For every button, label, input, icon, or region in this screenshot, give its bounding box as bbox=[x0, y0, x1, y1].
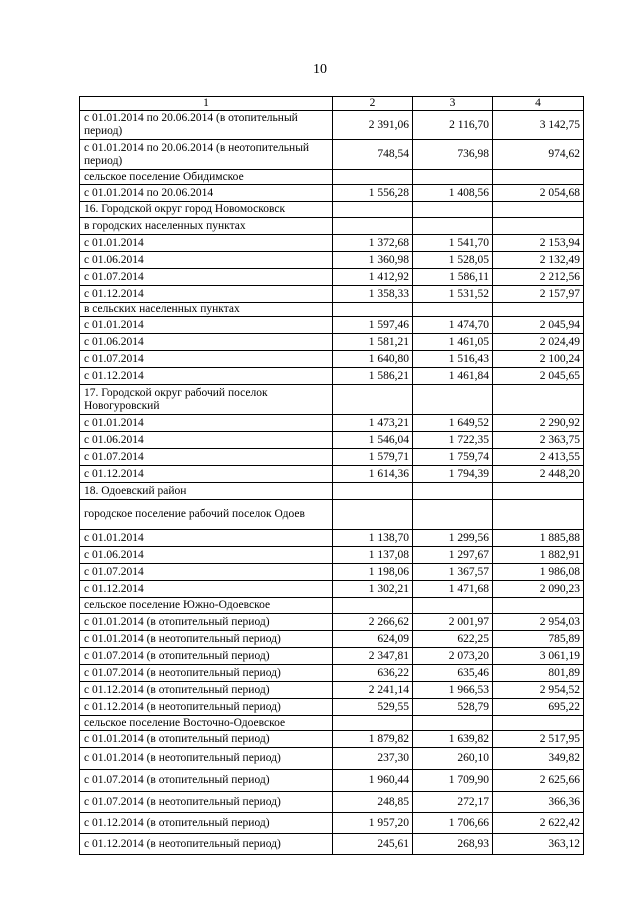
table-row bbox=[80, 334, 584, 351]
value-cell: 2 001,97 bbox=[413, 614, 493, 631]
table-row bbox=[80, 631, 584, 648]
row-label: с 01.01.2014 по 20.06.2014 (в отопительный период) bbox=[80, 111, 333, 140]
table-row bbox=[80, 202, 584, 218]
value-cell: 529,55 bbox=[333, 699, 413, 716]
value-cell: 1 581,21 bbox=[333, 334, 413, 351]
value-cell: 3 061,19 bbox=[493, 648, 584, 665]
table-row bbox=[80, 614, 584, 631]
table-row bbox=[80, 770, 584, 792]
value-cell: 2 153,94 bbox=[493, 235, 584, 252]
value-cell: 2 241,14 bbox=[333, 682, 413, 699]
table-row bbox=[80, 252, 584, 269]
row-label: сельское поселение Южно-Одоевское bbox=[80, 598, 333, 614]
value-cell bbox=[413, 170, 493, 185]
value-cell bbox=[333, 716, 413, 731]
table-row bbox=[80, 111, 584, 140]
value-cell: 1 885,88 bbox=[493, 530, 584, 547]
value-cell: 1 372,68 bbox=[333, 235, 413, 252]
row-label: 17. Городской округ рабочий поселок Новогуровский bbox=[80, 385, 333, 415]
table-row bbox=[80, 581, 584, 598]
value-cell: 1 709,90 bbox=[413, 770, 493, 792]
row-label: с 01.12.2014 bbox=[80, 368, 333, 385]
value-cell: 1 198,06 bbox=[333, 564, 413, 581]
value-cell: 363,12 bbox=[493, 834, 584, 855]
row-label: с 01.01.2014 bbox=[80, 235, 333, 252]
value-cell: 2 090,23 bbox=[493, 581, 584, 598]
value-cell: 1 879,82 bbox=[333, 731, 413, 748]
value-cell: 1 579,71 bbox=[333, 449, 413, 466]
table-row bbox=[80, 286, 584, 303]
table-row bbox=[80, 218, 584, 235]
table-row bbox=[80, 269, 584, 286]
row-label: с 01.01.2014 bbox=[80, 530, 333, 547]
table-row bbox=[80, 530, 584, 547]
value-cell: 2 157,97 bbox=[493, 286, 584, 303]
value-cell bbox=[493, 170, 584, 185]
value-cell: 1 461,84 bbox=[413, 368, 493, 385]
row-label: с 01.01.2014 (в неотопительный период) bbox=[80, 631, 333, 648]
value-cell: 695,22 bbox=[493, 699, 584, 716]
value-cell: 2 073,20 bbox=[413, 648, 493, 665]
value-cell: 1 474,70 bbox=[413, 317, 493, 334]
value-cell bbox=[413, 385, 493, 415]
value-cell: 622,25 bbox=[413, 631, 493, 648]
value-cell: 268,93 bbox=[413, 834, 493, 855]
value-cell: 349,82 bbox=[493, 748, 584, 770]
value-cell bbox=[333, 202, 413, 218]
value-cell: 3 142,75 bbox=[493, 111, 584, 140]
column-header: 1 bbox=[80, 97, 333, 111]
value-cell: 635,46 bbox=[413, 665, 493, 682]
table-row bbox=[80, 415, 584, 432]
table-row bbox=[80, 449, 584, 466]
row-label: с 01.06.2014 bbox=[80, 252, 333, 269]
table-row bbox=[80, 699, 584, 716]
table-row bbox=[80, 432, 584, 449]
table-row bbox=[80, 351, 584, 368]
value-cell: 1 639,82 bbox=[413, 731, 493, 748]
value-cell: 1 957,20 bbox=[333, 813, 413, 834]
row-label: с 01.12.2014 (в неотопительный период) bbox=[80, 699, 333, 716]
row-label: 18. Одоевский район bbox=[80, 483, 333, 500]
value-cell: 1 412,92 bbox=[333, 269, 413, 286]
row-label: с 01.12.2014 bbox=[80, 286, 333, 303]
value-cell bbox=[333, 170, 413, 185]
value-cell: 1 531,52 bbox=[413, 286, 493, 303]
table-header-row bbox=[80, 97, 584, 111]
value-cell: 237,30 bbox=[333, 748, 413, 770]
row-label: с 01.07.2014 (в неотопительный период) bbox=[80, 792, 333, 813]
row-label: с 01.12.2014 bbox=[80, 466, 333, 483]
table-row bbox=[80, 792, 584, 813]
value-cell bbox=[333, 218, 413, 235]
value-cell: 2 100,24 bbox=[493, 351, 584, 368]
row-label: с 01.07.2014 (в отопительный период) bbox=[80, 770, 333, 792]
row-label: с 01.01.2014 (в отопительный период) bbox=[80, 614, 333, 631]
value-cell: 1 408,56 bbox=[413, 185, 493, 202]
table-row bbox=[80, 185, 584, 202]
table-row bbox=[80, 483, 584, 500]
value-cell bbox=[413, 218, 493, 235]
value-cell: 1 966,53 bbox=[413, 682, 493, 699]
value-cell bbox=[493, 483, 584, 500]
row-label: с 01.07.2014 bbox=[80, 449, 333, 466]
value-cell: 2 116,70 bbox=[413, 111, 493, 140]
value-cell: 2 391,06 bbox=[333, 111, 413, 140]
value-cell: 1 986,08 bbox=[493, 564, 584, 581]
value-cell: 2 954,03 bbox=[493, 614, 584, 631]
row-label: с 01.01.2014 (в неотопительный период) bbox=[80, 748, 333, 770]
value-cell: 1 640,80 bbox=[333, 351, 413, 368]
row-label: с 01.12.2014 (в неотопительный период) bbox=[80, 834, 333, 855]
value-cell bbox=[493, 385, 584, 415]
value-cell: 636,22 bbox=[333, 665, 413, 682]
value-cell: 974,62 bbox=[493, 140, 584, 170]
value-cell bbox=[413, 483, 493, 500]
tariff-table bbox=[79, 96, 584, 855]
value-cell: 801,89 bbox=[493, 665, 584, 682]
value-cell: 272,17 bbox=[413, 792, 493, 813]
table-row bbox=[80, 170, 584, 185]
value-cell: 1 137,08 bbox=[333, 547, 413, 564]
value-cell: 1 794,39 bbox=[413, 466, 493, 483]
value-cell: 2 517,95 bbox=[493, 731, 584, 748]
table-body bbox=[80, 111, 584, 855]
value-cell: 2 448,20 bbox=[493, 466, 584, 483]
value-cell: 245,61 bbox=[333, 834, 413, 855]
value-cell bbox=[413, 500, 493, 530]
row-label: с 01.06.2014 bbox=[80, 334, 333, 351]
table-row bbox=[80, 716, 584, 731]
value-cell: 1 960,44 bbox=[333, 770, 413, 792]
table-row bbox=[80, 748, 584, 770]
row-label: с 01.01.2014 по 20.06.2014 bbox=[80, 185, 333, 202]
value-cell bbox=[333, 500, 413, 530]
value-cell: 1 586,21 bbox=[333, 368, 413, 385]
row-label: с 01.01.2014 (в отопительный период) bbox=[80, 731, 333, 748]
page-number: 10 bbox=[313, 62, 327, 77]
table-row bbox=[80, 813, 584, 834]
table-row bbox=[80, 834, 584, 855]
row-label: с 01.07.2014 bbox=[80, 564, 333, 581]
row-label: с 01.06.2014 bbox=[80, 432, 333, 449]
value-cell bbox=[493, 303, 584, 317]
value-cell: 1 614,36 bbox=[333, 466, 413, 483]
value-cell: 366,36 bbox=[493, 792, 584, 813]
value-cell bbox=[333, 385, 413, 415]
value-cell: 2 212,56 bbox=[493, 269, 584, 286]
table-row bbox=[80, 466, 584, 483]
value-cell: 2 622,42 bbox=[493, 813, 584, 834]
value-cell: 748,54 bbox=[333, 140, 413, 170]
value-cell bbox=[493, 202, 584, 218]
row-label: с 01.01.2014 bbox=[80, 415, 333, 432]
table-row bbox=[80, 140, 584, 170]
value-cell: 528,79 bbox=[413, 699, 493, 716]
column-header: 3 bbox=[413, 97, 493, 111]
value-cell: 1 473,21 bbox=[333, 415, 413, 432]
value-cell: 2 625,66 bbox=[493, 770, 584, 792]
table-row bbox=[80, 235, 584, 252]
value-cell: 1 367,57 bbox=[413, 564, 493, 581]
value-cell: 2 045,65 bbox=[493, 368, 584, 385]
row-label: с 01.07.2014 (в отопительный период) bbox=[80, 648, 333, 665]
value-cell: 1 586,11 bbox=[413, 269, 493, 286]
value-cell: 1 882,91 bbox=[493, 547, 584, 564]
value-cell: 2 045,94 bbox=[493, 317, 584, 334]
value-cell: 1 556,28 bbox=[333, 185, 413, 202]
value-cell: 260,10 bbox=[413, 748, 493, 770]
value-cell: 2 132,49 bbox=[493, 252, 584, 269]
value-cell: 1 706,66 bbox=[413, 813, 493, 834]
value-cell: 2 290,92 bbox=[493, 415, 584, 432]
value-cell: 2 413,55 bbox=[493, 449, 584, 466]
value-cell bbox=[333, 483, 413, 500]
row-label: сельское поселение Восточно-Одоевское bbox=[80, 716, 333, 731]
value-cell bbox=[493, 218, 584, 235]
value-cell bbox=[413, 202, 493, 218]
value-cell: 1 528,05 bbox=[413, 252, 493, 269]
value-cell: 2 363,75 bbox=[493, 432, 584, 449]
value-cell: 1 471,68 bbox=[413, 581, 493, 598]
value-cell bbox=[493, 500, 584, 530]
table-row bbox=[80, 598, 584, 614]
value-cell: 1 138,70 bbox=[333, 530, 413, 547]
table-row bbox=[80, 564, 584, 581]
value-cell: 1 597,46 bbox=[333, 317, 413, 334]
table-row bbox=[80, 648, 584, 665]
table-row bbox=[80, 665, 584, 682]
value-cell bbox=[413, 716, 493, 731]
row-label: с 01.07.2014 bbox=[80, 269, 333, 286]
row-label: с 01.12.2014 (в отопительный период) bbox=[80, 682, 333, 699]
value-cell: 1 299,56 bbox=[413, 530, 493, 547]
value-cell: 1 722,35 bbox=[413, 432, 493, 449]
value-cell: 1 649,52 bbox=[413, 415, 493, 432]
value-cell: 1 358,33 bbox=[333, 286, 413, 303]
value-cell: 2 954,52 bbox=[493, 682, 584, 699]
value-cell: 1 461,05 bbox=[413, 334, 493, 351]
value-cell bbox=[493, 716, 584, 731]
row-label: в сельских населенных пунктах bbox=[80, 303, 333, 317]
table-row bbox=[80, 682, 584, 699]
value-cell: 1 297,67 bbox=[413, 547, 493, 564]
row-label: с 01.12.2014 bbox=[80, 581, 333, 598]
row-label: городское поселение рабочий поселок Одоев bbox=[80, 500, 333, 530]
value-cell: 248,85 bbox=[333, 792, 413, 813]
value-cell bbox=[493, 598, 584, 614]
value-cell: 1 759,74 bbox=[413, 449, 493, 466]
table-row bbox=[80, 500, 584, 530]
table-row bbox=[80, 368, 584, 385]
row-label: сельское поселение Обидимское bbox=[80, 170, 333, 185]
row-label: с 01.06.2014 bbox=[80, 547, 333, 564]
table-row bbox=[80, 731, 584, 748]
value-cell bbox=[413, 598, 493, 614]
row-label: в городских населенных пунктах bbox=[80, 218, 333, 235]
column-header: 4 bbox=[493, 97, 584, 111]
value-cell: 2 347,81 bbox=[333, 648, 413, 665]
table-row bbox=[80, 547, 584, 564]
value-cell: 785,89 bbox=[493, 631, 584, 648]
table-row bbox=[80, 385, 584, 415]
value-cell bbox=[333, 303, 413, 317]
value-cell: 2 266,62 bbox=[333, 614, 413, 631]
table-row bbox=[80, 317, 584, 334]
column-header: 2 bbox=[333, 97, 413, 111]
row-label: с 01.01.2014 bbox=[80, 317, 333, 334]
value-cell: 1 546,04 bbox=[333, 432, 413, 449]
value-cell bbox=[333, 598, 413, 614]
value-cell: 2 024,49 bbox=[493, 334, 584, 351]
value-cell: 1 516,43 bbox=[413, 351, 493, 368]
value-cell: 2 054,68 bbox=[493, 185, 584, 202]
table-row bbox=[80, 303, 584, 317]
value-cell: 1 541,70 bbox=[413, 235, 493, 252]
value-cell: 1 302,21 bbox=[333, 581, 413, 598]
value-cell: 624,09 bbox=[333, 631, 413, 648]
row-label: с 01.01.2014 по 20.06.2014 (в неотопительный период) bbox=[80, 140, 333, 170]
row-label: с 01.07.2014 (в неотопительный период) bbox=[80, 665, 333, 682]
row-label: с 01.12.2014 (в отопительный период) bbox=[80, 813, 333, 834]
value-cell bbox=[413, 303, 493, 317]
row-label: 16. Городской округ город Новомосковск bbox=[80, 202, 333, 218]
value-cell: 736,98 bbox=[413, 140, 493, 170]
value-cell: 1 360,98 bbox=[333, 252, 413, 269]
row-label: с 01.07.2014 bbox=[80, 351, 333, 368]
